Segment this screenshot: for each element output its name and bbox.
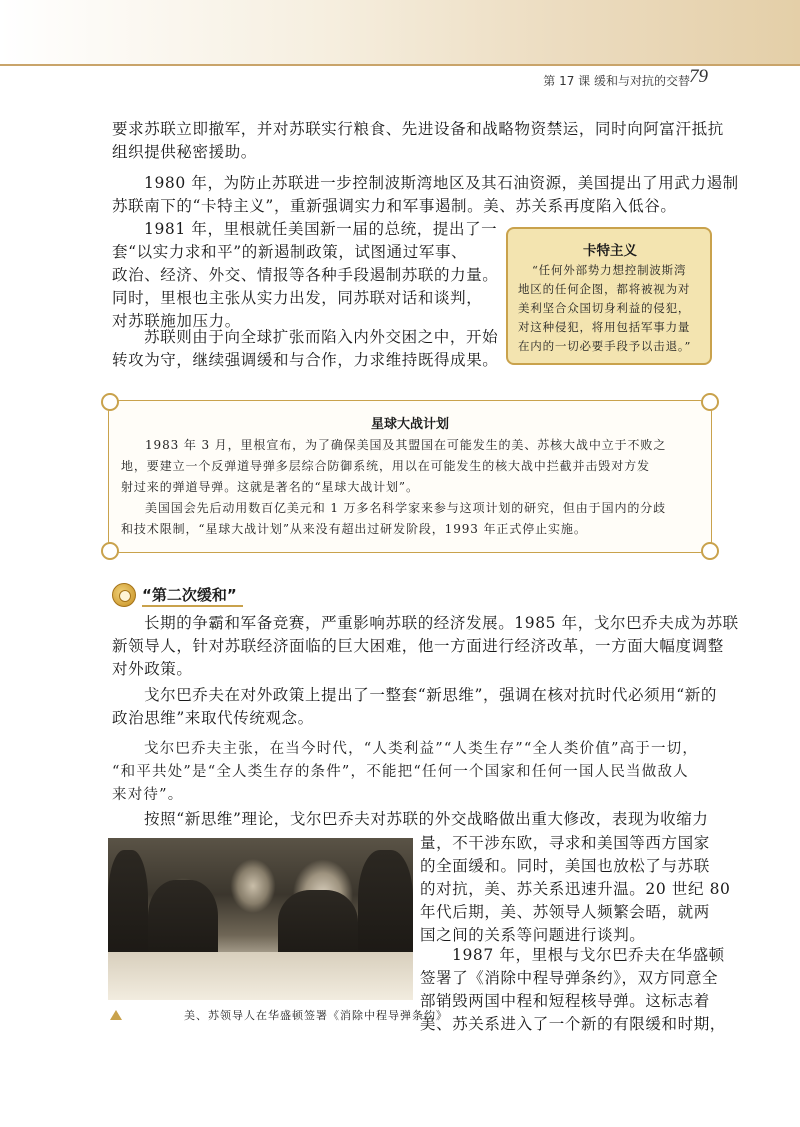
treaty-signing-photo — [108, 838, 413, 1000]
header-band — [0, 0, 800, 66]
text-line: 国之间的关系等问题进行谈判。 — [420, 926, 646, 944]
text-line: 苏联则由于向全球扩张而陷入内外交困之中，开始 — [144, 328, 499, 346]
text-line: 的全面缓和。同时，美国也放松了与苏联 — [420, 857, 710, 875]
text-line: 戈尔巴乔夫在对外政策上提出了一整套“新思维”，强调在核对抗时代必须用“新的 — [144, 686, 717, 704]
text-line: 同时，里根也主张从实力出发，同苏联对话和谈判， — [112, 289, 483, 307]
star-wars-title: 星球大战计划 — [370, 417, 449, 432]
text-line: 1983 年 3 月，里根宣布，为了确保美国及其盟国在可能发生的美、苏核大战中立于不败之 — [145, 438, 667, 452]
text-line: 套“以实力求和平”的新遏制政策，试图通过军事、 — [112, 243, 468, 261]
text-line: 部销毁两国中程和短程核导弹。这标志着 — [420, 992, 710, 1010]
text-line: 1980 年，为防止苏联进一步控制波斯湾地区及其石油资源，美国提出了用武力遏制 — [144, 174, 739, 192]
paragraph-8 — [420, 944, 726, 1036]
text-line: 地，要建立一个反弹道导弹多层综合防御系统，用以在可能发生的核大战中拦截并击毁对方发 — [121, 459, 650, 473]
text-line: 按照“新思维”理论，戈尔巴乔夫对苏联的外交战略做出重大修改，表现为收缩力 — [144, 810, 709, 828]
text-line: 对外政策。 — [112, 660, 193, 678]
text-line: 来对待”。 — [112, 787, 184, 803]
paragraph-5 — [112, 612, 739, 681]
text-line: 美利坚合众国切身利益的侵犯， — [518, 301, 691, 315]
text-line: 1981 年，里根就任美国新一届的总统，提出了一 — [144, 220, 498, 238]
corner-ornament — [101, 393, 119, 411]
text-line: 1987 年，里根与戈尔巴乔夫在华盛顿 — [452, 946, 725, 964]
section-heading — [112, 584, 243, 606]
carter-box-title: 卡特主义 — [583, 243, 637, 259]
corner-ornament — [101, 542, 119, 560]
star-wars-body — [121, 435, 666, 540]
text-line: “和平共处”是“全人类生存的条件”，不能把“任何一个国家和任何一国人民当做敌人 — [112, 764, 689, 780]
text-line: 对这种侵犯，将用包括军事力量 — [518, 320, 691, 334]
medallion-icon — [112, 583, 136, 607]
paragraph-1 — [112, 118, 724, 164]
text-line: 政治思维”来取代传统观念。 — [112, 709, 314, 727]
section-heading-label: “第二次缓和” — [142, 584, 243, 607]
photo-table — [108, 952, 413, 1000]
text-line: 转攻为守，继续强调缓和与合作，力求维持既得成果。 — [112, 351, 499, 369]
paragraph-6 — [112, 684, 717, 730]
carter-box-body — [518, 261, 702, 356]
paragraph-3 — [112, 218, 498, 333]
text-line: 年代后期，美、苏领导人频繁会晤，就两 — [420, 903, 710, 921]
carter-doctrine-box — [506, 227, 712, 365]
text-line: 新领导人，针对苏联经济面临的巨大困难，他一方面进行经济改革，一方面大幅度调整 — [112, 637, 724, 655]
gorbachev-quote — [112, 738, 698, 807]
star-wars-box — [108, 400, 712, 553]
caption-triangle-icon — [110, 1010, 122, 1020]
paragraph-7 — [112, 808, 708, 831]
text-line: 长期的争霸和军备竞赛，严重影响苏联的经济发展。1985 年，戈尔巴乔夫成为苏联 — [144, 614, 739, 632]
text-line: 在内的一切必要手段予以击退。” — [518, 339, 692, 353]
text-line: 戈尔巴乔夫主张，在当今时代，“人类利益”“人类生存”“全人类价值”高于一切， — [144, 741, 699, 757]
paragraph-7-continued — [420, 832, 731, 947]
paragraph-2 — [112, 172, 739, 218]
corner-ornament — [701, 542, 719, 560]
text-line: 苏联南下的“卡特主义”，重新强调实力和军事遏制。美、苏关系再度陷入低谷。 — [112, 197, 677, 215]
text-line: 要求苏联立即撤军，并对苏联实行粮食、先进设备和战略物资禁运，同时向阿富汗抵抗 — [112, 120, 724, 138]
text-line: “任何外部势力想控制波斯湾 — [532, 263, 687, 277]
text-line: 美国国会先后动用数百亿美元和 1 万多名科学家来参与这项计划的研究，但由于国内的分歧 — [145, 501, 667, 515]
text-line: 量，不干涉东欧，寻求和美国等西方国家 — [420, 834, 710, 852]
header-rule — [0, 64, 800, 66]
text-line: 签署了《消除中程导弹条约》，双方同意全 — [420, 969, 719, 987]
photo-caption: 美、苏领导人在华盛顿签署《消除中程导弹条约》 — [184, 1009, 448, 1022]
text-line: 组织提供秘密援助。 — [112, 143, 257, 161]
text-line: 的对抗，美、苏关系迅速升温。20 世纪 80 — [420, 880, 731, 898]
text-line: 地区的任何企图，都将被视为对 — [518, 282, 691, 296]
paragraph-4 — [112, 326, 498, 372]
text-line: 对苏联施加压力。 — [112, 312, 241, 330]
text-line: 和技术限制，“星球大战计划”从来没有超出过研发阶段，1993 年正式停止实施。 — [121, 522, 587, 536]
chapter-title: 第 17 课 缓和与对抗的交替 — [543, 74, 690, 88]
corner-ornament — [701, 393, 719, 411]
text-line: 射过来的弹道导弹。这就是著名的“星球大战计划”。 — [121, 480, 419, 494]
text-line: 政治、经济、外交、情报等各种手段遏制苏联的力量。 — [112, 266, 499, 284]
page-number: 79 — [689, 66, 708, 87]
text-line: 美、苏关系进入了一个新的有限缓和时期， — [420, 1015, 726, 1033]
